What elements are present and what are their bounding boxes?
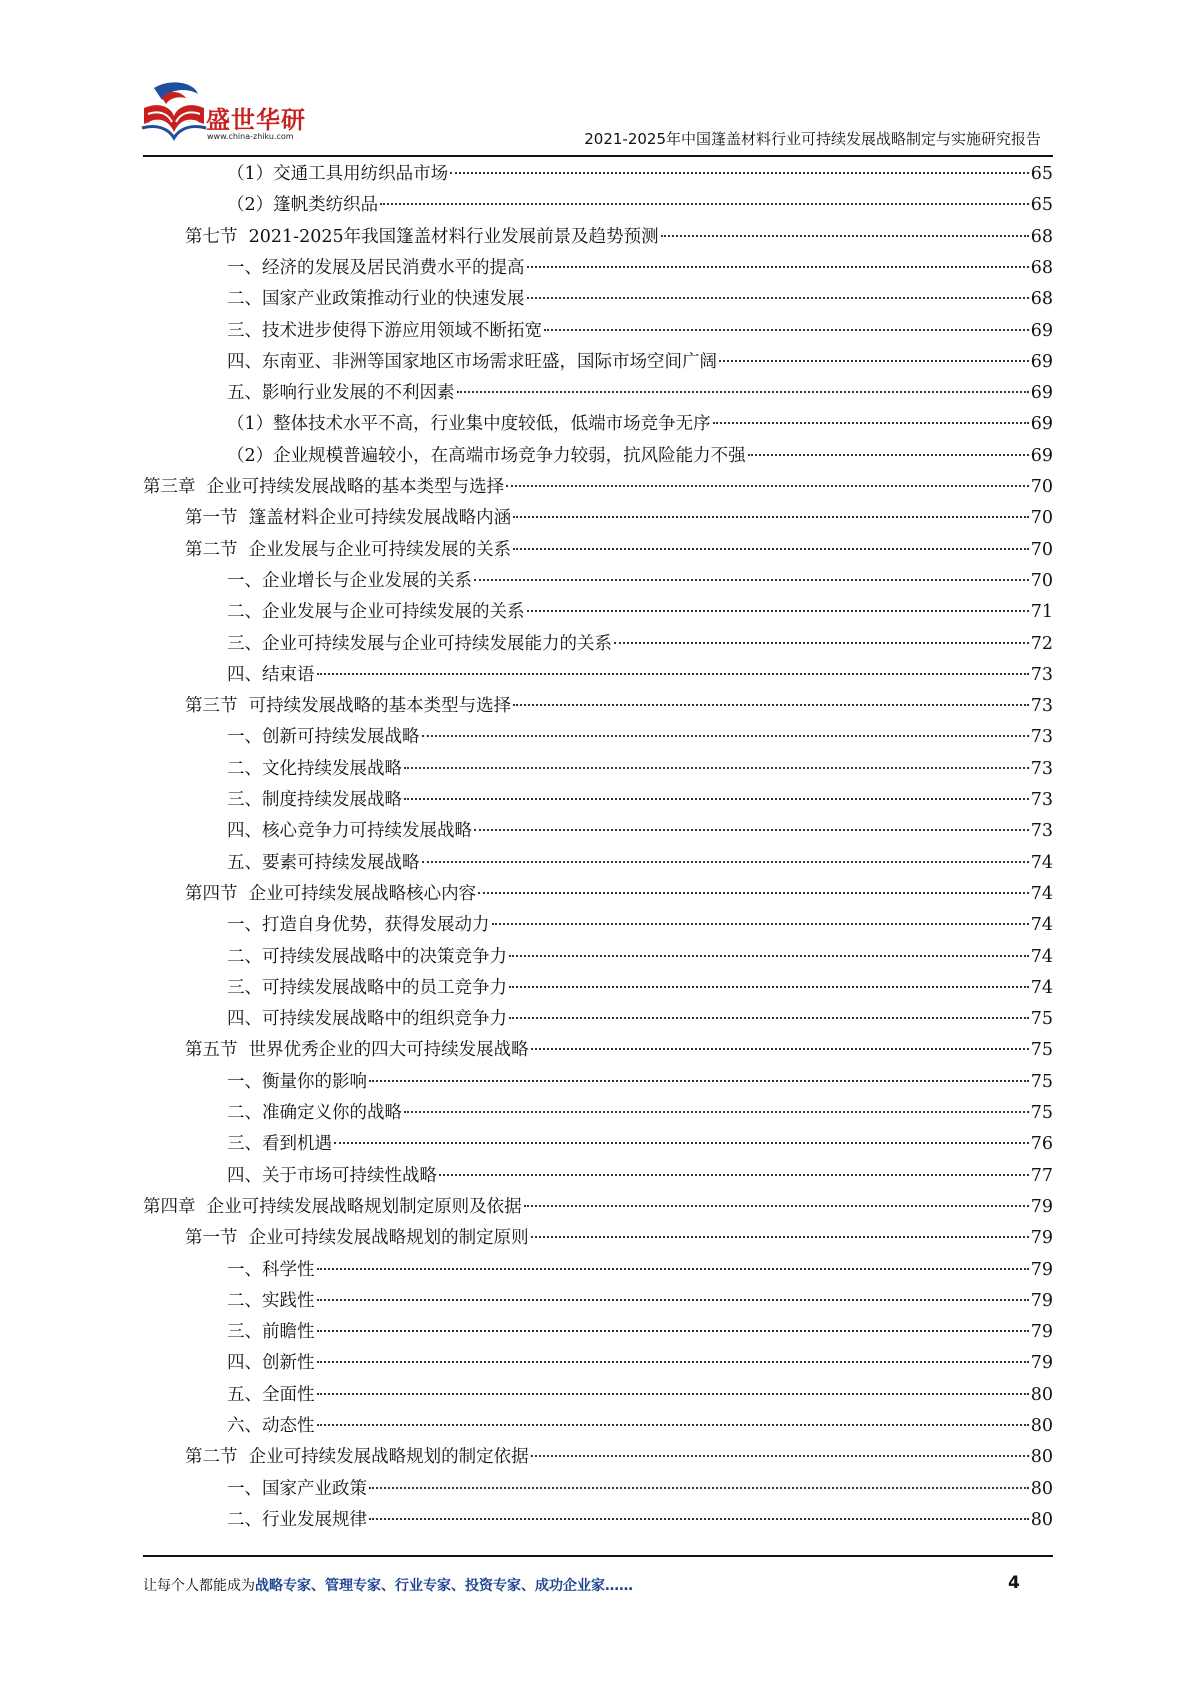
toc-leader-dots — [404, 798, 1029, 800]
page-number: 4 — [1008, 1573, 1020, 1593]
toc-entry[interactable] — [227, 284, 1053, 315]
toc-entry-page: 79 — [1030, 1290, 1053, 1311]
toc-entry-title: 一、国家产业政策 — [227, 1478, 367, 1499]
toc-entry-page: 69 — [1030, 383, 1053, 404]
logo-url: www.china-zhiku.com — [207, 132, 294, 141]
toc-entry-page: 75 — [1030, 1040, 1053, 1061]
toc-entry[interactable] — [227, 1411, 1053, 1442]
toc-entry[interactable] — [143, 472, 1053, 503]
toc-entry-title: 第一节 企业可持续发展战略规划的制定原则 — [185, 1228, 529, 1249]
toc-leader-dots — [317, 673, 1029, 675]
toc-entry-title: 第三章 企业可持续发展战略的基本类型与选择 — [143, 477, 505, 497]
toc-leader-dots — [524, 1205, 1029, 1207]
toc-entry-page: 80 — [1030, 1416, 1053, 1436]
toc-entry-title: 二、文化持续发展战略 — [227, 758, 402, 779]
toc-entry-page: 70 — [1030, 570, 1053, 591]
toc-leader-dots — [317, 1330, 1029, 1332]
toc-entry-page: 74 — [1030, 946, 1053, 967]
toc-leader-dots — [509, 1017, 1029, 1019]
toc-entry-page: 74 — [1030, 915, 1053, 936]
toc-entry-page: 69 — [1030, 351, 1053, 372]
report-title: 2021-2025年中国篷盖材料行业可持续发展战略制定与实施研究报告 — [584, 130, 1041, 148]
toc-entry[interactable] — [227, 660, 1053, 691]
toc-entry-title: 一、衡量你的影响 — [227, 1071, 367, 1092]
toc-leader-dots — [317, 1268, 1029, 1270]
toc-entry-title: 四、结束语 — [227, 664, 315, 685]
toc-leader-dots — [478, 892, 1029, 894]
toc-entry-page: 65 — [1030, 195, 1053, 216]
toc-entry-page: 79 — [1030, 1228, 1053, 1249]
toc-entry-title: 二、国家产业政策推动行业的快速发展 — [227, 289, 525, 310]
toc-entry-title: 六、动态性 — [227, 1416, 315, 1436]
toc-entry-title: 一、打造自身优势，获得发展动力 — [227, 915, 490, 936]
toc-leader-dots — [334, 1142, 1029, 1144]
toc-entry[interactable] — [227, 629, 1053, 660]
toc-entry[interactable] — [185, 879, 1053, 910]
toc-leader-dots — [474, 579, 1029, 581]
toc-entry[interactable] — [185, 1223, 1053, 1254]
toc-entry-title: 第五节 世界优秀企业的四大可持续发展战略 — [185, 1040, 529, 1061]
toc-entry[interactable] — [227, 566, 1053, 597]
toc-entry-page: 79 — [1030, 1322, 1053, 1343]
toc-leader-dots — [317, 1393, 1029, 1395]
toc-leader-dots — [513, 548, 1029, 550]
toc-entry-title: 三、可持续发展战略中的员工竞争力 — [227, 977, 507, 998]
toc-entry-title: 一、经济的发展及居民消费水平的提高 — [227, 257, 525, 278]
toc-entry[interactable] — [227, 722, 1053, 753]
toc-entry[interactable] — [143, 1192, 1053, 1223]
toc-entry[interactable] — [227, 848, 1053, 879]
slogan-highlight: 战略专家、管理专家、行业专家、投资专家、成功企业家…… — [255, 1578, 633, 1594]
footer-slogan — [143, 1575, 633, 1595]
toc-entry[interactable] — [227, 253, 1053, 284]
toc-leader-dots — [719, 360, 1029, 362]
toc-entry[interactable] — [227, 159, 1053, 190]
toc-entry-title: 第七节 2021-2025年我国篷盖材料行业发展前景及趋势预测 — [185, 226, 659, 247]
toc-leader-dots — [527, 297, 1029, 299]
toc-entry[interactable] — [227, 1286, 1053, 1317]
toc-leader-dots — [513, 516, 1029, 518]
toc-leader-dots — [457, 391, 1029, 393]
toc-entry-title: 三、前瞻性 — [227, 1322, 315, 1343]
toc-entry[interactable] — [227, 597, 1053, 628]
toc-entry[interactable] — [185, 535, 1053, 566]
toc-entry[interactable] — [227, 1067, 1053, 1098]
toc-entry-page: 68 — [1030, 226, 1053, 247]
toc-entry-title: 第二节 企业可持续发展战略规划的制定依据 — [185, 1447, 529, 1468]
toc-entry-title: 一、创新可持续发展战略 — [227, 727, 420, 748]
toc-entry-page: 73 — [1030, 664, 1053, 685]
toc-entry-page: 69 — [1030, 414, 1053, 435]
toc-entry[interactable] — [227, 1348, 1053, 1379]
toc-entry-page: 69 — [1030, 445, 1053, 466]
toc-entry-title: 一、科学性 — [227, 1259, 315, 1280]
toc-leader-dots — [317, 1299, 1029, 1301]
footer-divider — [143, 1555, 1053, 1557]
toc-entry-title: 五、影响行业发展的不利因素 — [227, 383, 455, 404]
toc-leader-dots — [614, 642, 1029, 644]
toc-entry[interactable] — [227, 1317, 1053, 1348]
toc-entry-page: 75 — [1030, 1071, 1053, 1092]
toc-entry-page: 79 — [1030, 1353, 1053, 1374]
toc-entry-title: 三、制度持续发展战略 — [227, 790, 402, 810]
toc-entry[interactable] — [227, 441, 1053, 472]
toc-entry-page: 65 — [1030, 164, 1053, 184]
toc-leader-dots — [527, 266, 1029, 268]
toc-entry-title: （2）篷帆类纺织品 — [227, 195, 379, 216]
toc-entry-page: 75 — [1030, 1103, 1053, 1123]
toc-leader-dots — [450, 172, 1029, 174]
toc-entry[interactable] — [227, 1505, 1053, 1536]
toc-leader-dots — [509, 955, 1029, 957]
toc-entry[interactable] — [227, 1129, 1053, 1160]
toc-leader-dots — [317, 1361, 1029, 1363]
toc-leader-dots — [474, 829, 1029, 831]
toc-entry-page: 75 — [1030, 1009, 1053, 1030]
toc-entry-title: 四、关于市场可持续性战略 — [227, 1165, 437, 1186]
toc-entry-page: 80 — [1030, 1384, 1053, 1405]
toc-entry-title: 二、行业发展规律 — [227, 1509, 367, 1530]
toc-entry[interactable] — [227, 190, 1053, 221]
toc-leader-dots — [317, 1424, 1029, 1426]
toc-entry[interactable] — [227, 1255, 1053, 1286]
toc-entry[interactable] — [227, 1004, 1053, 1035]
toc-entry-title: 第二节 企业发展与企业可持续发展的关系 — [185, 539, 512, 560]
toc-leader-dots — [748, 454, 1029, 456]
toc-entry[interactable] — [185, 222, 1053, 253]
toc-entry-page: 77 — [1030, 1165, 1053, 1186]
toc-entry-title: （1）交通工具用纺织品市场 — [227, 164, 449, 184]
toc-entry[interactable] — [227, 942, 1053, 973]
toc-leader-dots — [506, 485, 1029, 487]
toc-entry-title: 四、创新性 — [227, 1353, 315, 1374]
toc-entry-page: 79 — [1030, 1259, 1053, 1280]
toc-leader-dots — [369, 1080, 1029, 1082]
toc-entry-page: 72 — [1030, 633, 1053, 654]
toc-entry[interactable] — [227, 754, 1053, 785]
toc-entry-title: 五、要素可持续发展战略 — [227, 852, 420, 873]
toc-leader-dots — [531, 1236, 1029, 1238]
toc-entry-page: 68 — [1030, 257, 1053, 278]
toc-entry-page: 69 — [1030, 320, 1053, 341]
toc-entry[interactable] — [227, 1474, 1053, 1505]
toc-entry-page: 80 — [1030, 1509, 1053, 1530]
toc-entry-title: 五、全面性 — [227, 1384, 315, 1405]
toc-leader-dots — [544, 329, 1029, 331]
toc-leader-dots — [513, 704, 1029, 706]
toc-leader-dots — [492, 923, 1029, 925]
toc-entry-title: 三、技术进步使得下游应用领域不断拓宽 — [227, 320, 542, 341]
toc-entry[interactable] — [227, 1380, 1053, 1411]
slogan-prefix: 让每个人都能成为 — [143, 1578, 255, 1594]
toc-entry[interactable] — [227, 1161, 1053, 1192]
toc-entry[interactable] — [227, 378, 1053, 409]
toc-entry-page: 74 — [1030, 852, 1053, 873]
logo-name: 盛世华研 — [206, 106, 306, 134]
toc-entry-page: 73 — [1030, 758, 1053, 779]
toc-entry-title: 三、看到机遇 — [227, 1134, 332, 1155]
toc-entry[interactable] — [185, 1442, 1053, 1473]
toc-leader-dots — [527, 610, 1029, 612]
logo-book-icon — [140, 80, 208, 144]
toc-entry-page: 71 — [1030, 602, 1053, 623]
toc-leader-dots — [439, 1174, 1029, 1176]
toc-entry-title: 二、可持续发展战略中的决策竞争力 — [227, 946, 507, 967]
toc-entry-page: 70 — [1030, 508, 1053, 529]
toc-entry-page: 80 — [1030, 1478, 1053, 1499]
toc-entry-title: （2）企业规模普遍较小，在高端市场竞争力较弱，抗风险能力不强 — [227, 445, 746, 466]
toc-leader-dots — [713, 422, 1029, 424]
toc-entry-page: 79 — [1030, 1196, 1053, 1217]
toc-leader-dots — [661, 235, 1029, 237]
company-logo — [140, 80, 310, 150]
toc-entry[interactable] — [185, 1035, 1053, 1066]
toc-entry[interactable] — [185, 691, 1053, 722]
toc-entry-page: 74 — [1030, 977, 1053, 998]
toc-entry-title: （1）整体技术水平不高，行业集中度较低，低端市场竞争无序 — [227, 414, 711, 435]
toc-leader-dots — [531, 1048, 1029, 1050]
toc-entry[interactable] — [227, 347, 1053, 378]
toc-entry-title: 二、准确定义你的战略 — [227, 1103, 402, 1123]
toc-entry-title: 第一节 篷盖材料企业可持续发展战略内涵 — [185, 508, 512, 529]
toc-entry-page: 80 — [1030, 1447, 1053, 1468]
toc-entry[interactable] — [227, 316, 1053, 347]
toc-entry-title: 第四章 企业可持续发展战略规划制定原则及依据 — [143, 1196, 522, 1217]
toc-leader-dots — [404, 767, 1029, 769]
toc-entry[interactable] — [227, 816, 1053, 847]
toc-entry-page: 70 — [1030, 539, 1053, 560]
toc-leader-dots — [422, 861, 1029, 863]
toc-entry-page: 73 — [1030, 727, 1053, 748]
toc-leader-dots — [422, 735, 1029, 737]
toc-entry-page: 73 — [1030, 790, 1053, 810]
toc-leader-dots — [369, 1518, 1029, 1520]
toc-entry[interactable] — [227, 409, 1053, 440]
toc-entry[interactable] — [227, 910, 1053, 941]
toc-entry-title: 二、实践性 — [227, 1290, 315, 1311]
toc-entry[interactable] — [227, 973, 1053, 1004]
toc-entry[interactable] — [185, 503, 1053, 534]
toc-entry-title: 第四节 企业可持续发展战略核心内容 — [185, 883, 477, 904]
toc-leader-dots — [404, 1111, 1029, 1113]
header-divider — [143, 155, 1053, 157]
toc-entry-title: 四、东南亚、非洲等国家地区市场需求旺盛，国际市场空间广阔 — [227, 351, 717, 372]
toc-entry-title: 二、企业发展与企业可持续发展的关系 — [227, 602, 525, 623]
toc-leader-dots — [380, 203, 1029, 205]
toc-entry-title: 四、可持续发展战略中的组织竞争力 — [227, 1009, 507, 1030]
toc-leader-dots — [509, 986, 1029, 988]
toc-entry-page: 73 — [1030, 696, 1053, 717]
toc-entry-page: 73 — [1030, 821, 1053, 842]
toc-entry-title: 一、企业增长与企业发展的关系 — [227, 570, 472, 591]
toc-leader-dots — [531, 1455, 1029, 1457]
toc-entry-title: 三、企业可持续发展与企业可持续发展能力的关系 — [227, 633, 612, 654]
toc-entry[interactable] — [227, 1098, 1053, 1129]
toc-entry-page: 76 — [1030, 1134, 1053, 1155]
toc-entry-page: 74 — [1030, 883, 1053, 904]
toc-entry[interactable] — [227, 785, 1053, 816]
toc-entry-title: 四、核心竞争力可持续发展战略 — [227, 821, 472, 842]
toc-entry-page: 70 — [1030, 477, 1053, 497]
toc-entry-title: 第三节 可持续发展战略的基本类型与选择 — [185, 696, 512, 717]
toc-leader-dots — [369, 1487, 1029, 1489]
toc-entry-page: 68 — [1030, 289, 1053, 310]
